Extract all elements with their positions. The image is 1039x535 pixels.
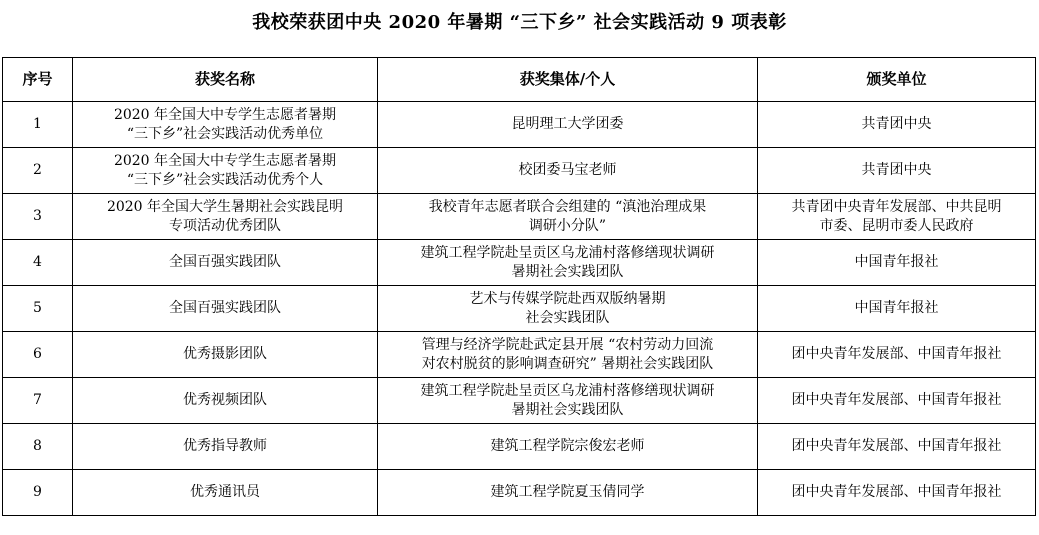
table-row: [3, 424, 1036, 470]
cell-line: “三下乡”社会实践活动优秀单位: [126, 125, 324, 142]
cell-line: 共青团中央: [861, 162, 932, 178]
cell-issuer: [758, 194, 1036, 240]
cell-line: 我校青年志愿者联合会组建的 “滇池治理成果: [428, 198, 707, 215]
cell-line: 2020 年全国大中专学生志愿者暑期: [113, 152, 337, 169]
cell-line: 艺术与传媒学院赴西双版纳暑期: [469, 290, 666, 307]
cell-line: 建筑工程学院宗俊宏老师: [490, 438, 645, 454]
cell-line: 全国百强实践团队: [169, 300, 281, 316]
cell-line: 中国青年报社: [854, 300, 939, 316]
cell-line: 团中央青年发展部、中国青年报社: [791, 484, 1002, 500]
cell-line: 暑期社会实践团队: [511, 263, 624, 280]
cell-award: [73, 102, 378, 148]
cell-line: 优秀通讯员: [190, 484, 260, 500]
table-row: [3, 286, 1036, 332]
cell-line: 2020 年全国大学生暑期社会实践昆明: [106, 198, 344, 215]
cell-line: 管理与经济学院赴武定县开展 “农村劳动力回流: [421, 336, 714, 353]
table-row: [3, 378, 1036, 424]
cell-line: 社会实践团队: [525, 309, 610, 326]
cell-line: 暑期社会实践团队: [511, 401, 624, 418]
cell-index: 5: [3, 286, 73, 332]
cell-line: 优秀摄影团队: [183, 346, 267, 362]
cell-line: 建筑工程学院夏玉倩同学: [490, 484, 645, 500]
cell-award: [73, 194, 378, 240]
cell-line: 优秀视频团队: [183, 392, 267, 408]
cell-index: 9: [3, 470, 73, 516]
cell-index: 4: [3, 240, 73, 286]
cell-index: 1: [3, 102, 73, 148]
cell-award: [73, 286, 378, 332]
cell-issuer: [758, 470, 1036, 516]
cell-index: 8: [3, 424, 73, 470]
table-row: [3, 194, 1036, 240]
cell-line: “三下乡”社会实践活动优秀个人: [126, 171, 324, 188]
table-body: [3, 102, 1036, 516]
table-row: [3, 332, 1036, 378]
table-row: [3, 148, 1036, 194]
cell-issuer: [758, 424, 1036, 470]
cell-line: 共青团中央: [861, 116, 932, 132]
cell-issuer: [758, 240, 1036, 286]
cell-issuer: [758, 378, 1036, 424]
cell-line: 校团委马宝老师: [518, 162, 617, 178]
cell-line: 全国百强实践团队: [169, 254, 281, 270]
table-row: [3, 240, 1036, 286]
cell-recipient: [378, 286, 758, 332]
header-row: [3, 58, 1036, 102]
cell-line: 共青团中央青年发展部、中共昆明: [791, 198, 1002, 215]
cell-award: [73, 240, 378, 286]
cell-issuer: [758, 286, 1036, 332]
cell-recipient: [378, 148, 758, 194]
table-row: [3, 470, 1036, 516]
cell-index: 7: [3, 378, 73, 424]
cell-line: 2020 年全国大中专学生志愿者暑期: [113, 106, 337, 123]
cell-recipient: [378, 102, 758, 148]
header-award: 获奖名称: [73, 58, 378, 102]
header-issuer: 颁奖单位: [758, 58, 1036, 102]
cell-index: 6: [3, 332, 73, 378]
cell-line: 团中央青年发展部、中国青年报社: [791, 438, 1002, 454]
cell-line: 专项活动优秀团队: [169, 217, 281, 234]
cell-line: 优秀指导教师: [183, 438, 267, 454]
cell-recipient: [378, 424, 758, 470]
table-header: [3, 58, 1036, 102]
page-title: 我校荣获团中央 2020 年暑期 “三下乡” 社会实践活动 9 项表彰: [252, 12, 787, 33]
cell-award: [73, 148, 378, 194]
cell-line: 对农村脱贫的影响调查研究” 暑期社会实践团队: [421, 355, 714, 372]
cell-line: 市委、昆明市委人民政府: [819, 217, 974, 234]
header-recipient: 获奖集体/个人: [378, 58, 758, 102]
cell-line: 建筑工程学院赴呈贡区乌龙浦村落修缮现状调研: [420, 382, 715, 399]
cell-award: [73, 470, 378, 516]
cell-issuer: [758, 102, 1036, 148]
cell-issuer: [758, 332, 1036, 378]
table-row: [3, 102, 1036, 148]
cell-recipient: [378, 194, 758, 240]
header-index: 序号: [3, 58, 73, 102]
cell-award: [73, 378, 378, 424]
cell-award: [73, 332, 378, 378]
cell-line: 中国青年报社: [854, 254, 939, 270]
cell-issuer: [758, 148, 1036, 194]
cell-index: 3: [3, 194, 73, 240]
cell-line: 团中央青年发展部、中国青年报社: [791, 392, 1002, 408]
cell-recipient: [378, 470, 758, 516]
cell-recipient: [378, 240, 758, 286]
cell-recipient: [378, 378, 758, 424]
cell-award: [73, 424, 378, 470]
cell-line: 建筑工程学院赴呈贡区乌龙浦村落修缮现状调研: [420, 244, 715, 261]
award-table: [2, 57, 1036, 516]
cell-line: 团中央青年发展部、中国青年报社: [791, 346, 1002, 362]
cell-index: 2: [3, 148, 73, 194]
cell-line: 调研小分队”: [528, 217, 607, 234]
cell-recipient: [378, 332, 758, 378]
cell-line: 昆明理工大学团委: [511, 116, 624, 132]
